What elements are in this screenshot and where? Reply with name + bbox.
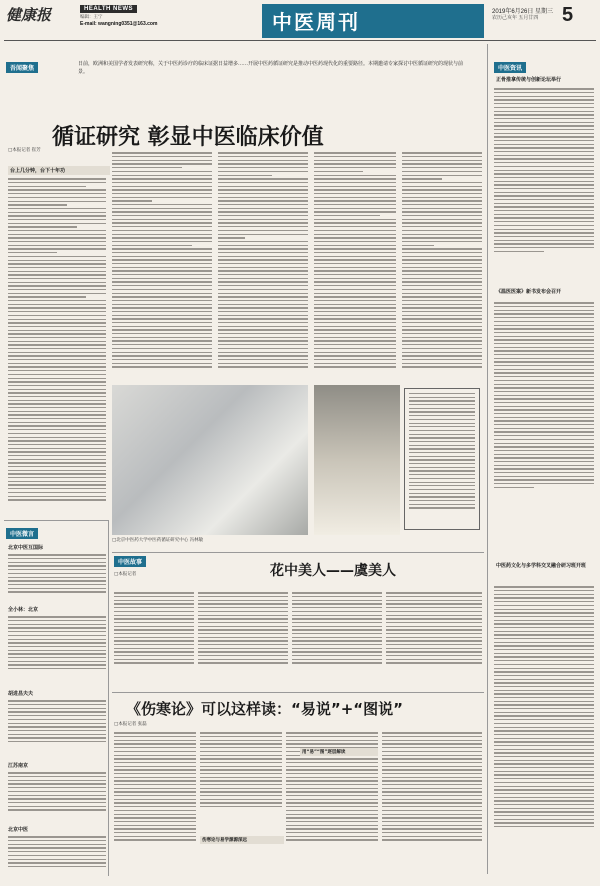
remark-4-body [8,770,106,824]
bottom-story-byline: □本报记者 张磊 [114,722,147,727]
issue-date: 2019年6月26日 星期三 [492,9,554,15]
remark-4-title: 江苏南京 [8,763,29,769]
section-tag-focus: 吾闻聚焦 [6,62,38,73]
bottom-story-col4 [382,730,482,876]
photo-caption-research: □北京中医药大学中医药循证研究中心 冯林敏 [112,538,204,543]
remark-3-body [8,698,106,758]
photo-flower [314,385,400,535]
news-item-2-title: 《温医医案》新书发布会召开 [496,289,562,295]
top-story-subhead: 台上几分钟，台下十年功 [8,166,110,175]
masthead-title: 中医周刊 [272,10,360,34]
flower-caption-box [404,388,480,530]
section-tag-story: 中医故事 [114,556,146,567]
top-story-col3 [218,150,308,380]
news-item-3-body [494,584,594,874]
bottom-story-subhead-1: 伤寒论与易学源源深远 [200,836,284,844]
top-story-intro: 日前，欧洲和美国学者发表研究称，关于中医药诊疗的临床证据日益增多……开展中医药循证研究是推动中医药现代化的重要路径。本期邀请专家探讨中医循证研究的现状与前景。 [78,61,464,75]
middle-story-col3 [292,590,382,688]
section-badge: HEALTH NEWS [80,5,137,13]
newspaper-brand: 健康报 [6,6,52,24]
middle-story-col1 [114,590,194,688]
editor-email: E-mail: wangning0351@163.com [80,21,158,27]
header-rule [4,40,596,41]
middle-story-col2 [198,590,288,688]
right-column-divider [487,44,488,874]
bottom-story-headline: 《伤寒论》可以这样读：“易说”+“图说” [126,700,404,718]
news-item-1-body [494,86,594,276]
bottom-story-rule [112,692,484,693]
news-item-2-body [494,300,594,520]
lunar-date: 农历己亥年 五月廿四 [492,15,539,21]
photo-research-lab [112,385,308,535]
remark-5-title: 北京中医 [8,827,29,833]
bottom-story-subhead-2: 用“易”“图”逐层解读 [300,748,378,756]
remark-1-title: 北京中医互国际 [8,545,44,551]
remark-1-body [8,552,106,604]
middle-story-byline: □本报记者 [114,572,137,577]
page-number: 5 [562,4,574,26]
bottom-story-col2 [200,730,282,834]
left-column-rule [4,520,108,521]
top-story-col1 [8,176,106,516]
remark-3-title: 胡进昌夫夫 [8,691,34,697]
news-item-3-title: 中医药文化与多学科交叉融合研习班开班 [496,563,587,569]
remark-5-body [8,834,106,878]
top-story-col5 [402,150,482,380]
top-story-headline: 循证研究 彰显中医临床价值 [52,125,324,150]
section-tag-news: 中医资讯 [494,62,526,73]
top-story-byline: □本报记者 崔芳 [8,148,41,153]
middle-story-headline: 花中美人——虞美人 [270,563,396,579]
top-story-col4 [314,150,396,380]
left-column-divider [108,520,109,876]
remark-2-title: 全小林：北京 [8,607,39,613]
bottom-story-col1 [114,730,196,876]
middle-story-rule [112,552,484,553]
top-story-col2 [112,150,212,380]
section-tag-remarks: 中医微言 [6,528,38,539]
middle-story-col4 [386,590,482,688]
remark-2-body [8,614,106,688]
editor-line: 编辑：王宁 [80,14,103,19]
news-item-1-title: 正骨推拿传统与创新论坛举行 [496,77,562,83]
